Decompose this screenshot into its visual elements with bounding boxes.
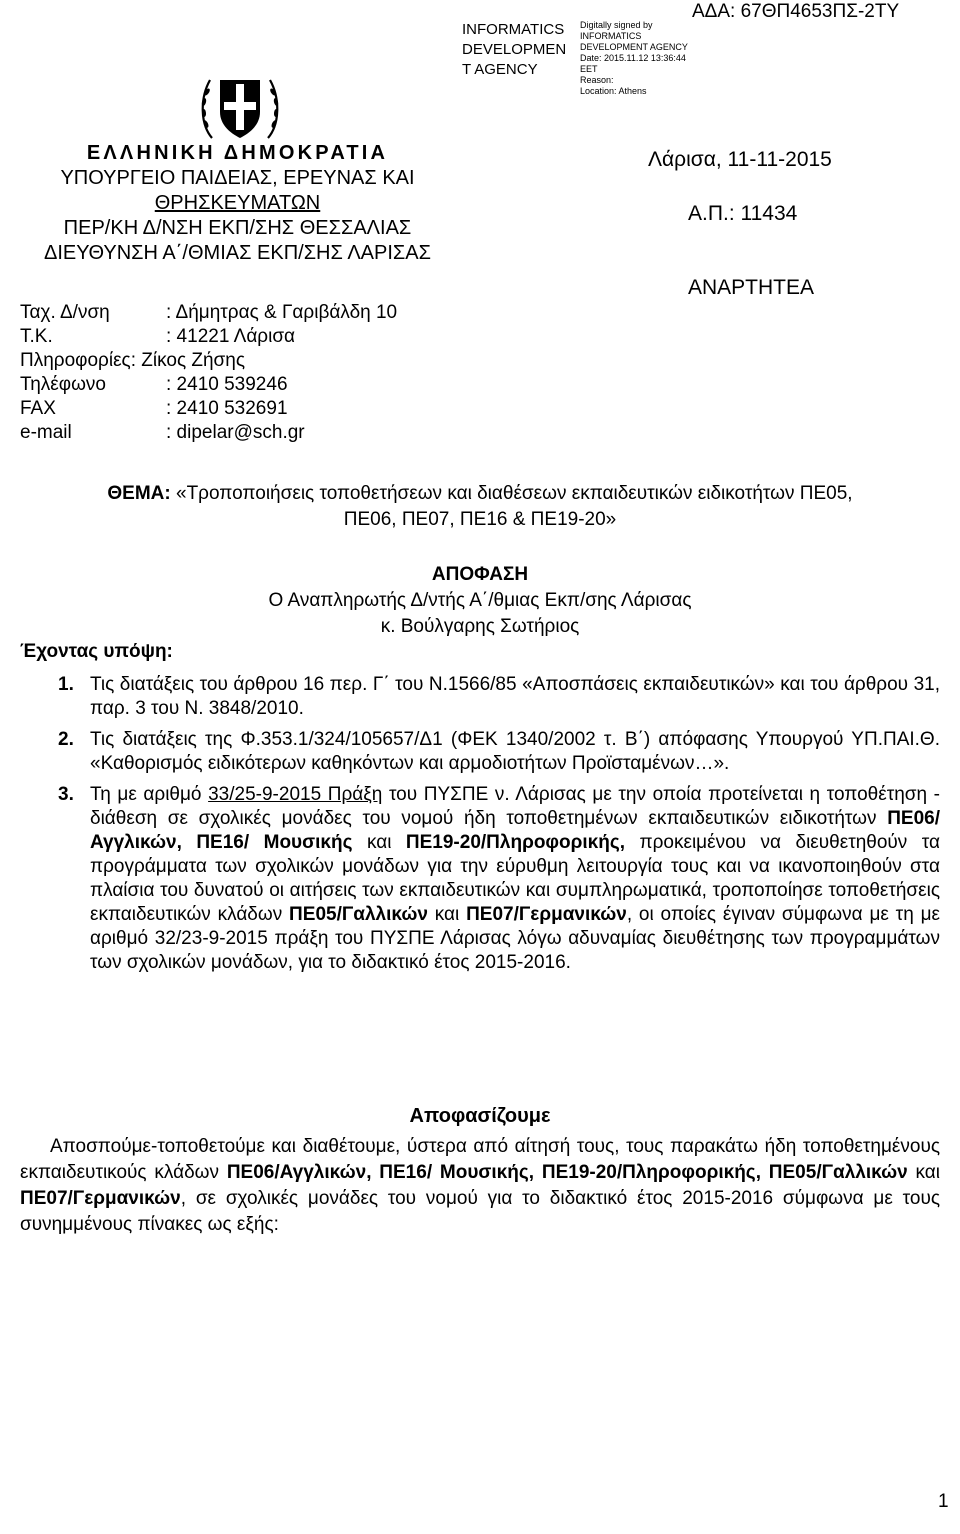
list-item [20,728,940,776]
list-item-text: και [427,904,467,925]
subject-block [20,481,940,533]
list-item-text: Τις διατάξεις του άρθρου 16 περ. Γ΄ του Ν.1566/85 «Αποσπάσεις εκπαιδευτικών» και του άρθρου 31, παρ. 3 του Ν. 3848/2010. [90,674,940,719]
list-item-number: 2. [58,729,74,750]
subject-text: «Τροποποιήσεις τοποθετήσεων και διαθέσεων εκπαιδευτικών ειδικοτήτων ΠΕ05, [170,483,853,504]
signature-reason: Reason: [580,75,614,85]
signature-details [580,20,690,97]
to-publish-label: ΑΝΑΡΤΗΤΕΑ [688,276,815,299]
ministry-header [0,141,475,266]
list-item-text: Τις διατάξεις της Φ.353.1/324/105657/Δ1 (ΦΕΚ 1340/2002 τ. Β΄) απόφασης Υπουργού ΥΠ.ΠΑΙ.Θ. «Καθορισμός ειδικότερων καθηκόντων και αρμοδιοτήτων Προϊσταμένων…». [90,729,940,774]
contact-label: e-mail [20,422,72,443]
signature-agency-line: T AGENCY [462,61,538,78]
considerations-list [20,673,940,982]
signature-signed-by: Digitally signed by [580,20,653,30]
protocol-number: Α.Π.: 11434 [688,202,798,225]
signature-agency-line: DEVELOPMEN [462,41,567,58]
signature-signer: INFORMATICS [580,31,642,41]
contact-row [20,373,397,397]
contact-row [20,349,397,373]
subject-label: ΘΕΜΑ: [107,483,171,504]
ministry-name: ΥΠΟΥΡΓΕΙΟ ΠΑΙΔΕΙΑΣ, ΕΡΕΥΝΑΣ ΚΑΙ [60,167,415,189]
list-item-text: , οι οποίες έγιναν σύμφωνα με τη με αριθμό 32/23-9-2015 πράξη του ΠΥΣΠΕ Λάρισας λόγω αδυναμίας διευθέτησης των προγραμμάτων των σχολικών μονάδων, για το διδακτικό έτος 2015-2016. [90,904,940,973]
list-item [20,673,940,721]
directorate-name: ΔΙΕΥΘΥΝΣΗ Α΄/ΘΜΙΑΣ ΕΚΠ/ΣΗΣ ΛΑΡΙΣΑΣ [44,242,431,264]
act-reference-link: 33/25-9-2015 Πράξη [208,784,383,805]
decision-heading [0,562,960,640]
contact-row [20,325,397,349]
ada-code: ΑΔΑ: 67ΘΠ4653ΠΣ-2ΤΥ [692,1,900,22]
page-number: 1 [938,1491,949,1512]
contact-email: : dipelar@sch.gr [166,422,305,443]
contact-value: : Δήμητρας & Γαριβάλδη 10 [166,302,398,323]
contact-label: Τηλέφωνο [20,374,106,395]
subject-text-continued: ΠΕ06, ΠΕ07, ΠΕ16 & ΠΕ19-20» [343,509,617,530]
list-item-text: Τη με αριθμό [90,784,209,805]
decision-text: Αποσπούμε-τοποθετούμε και διαθέτουμε, ύστερα από αίτησή τους, τους παρακάτω ήδη τοποθετημένους εκπαιδευτικούς κλάδων [20,1136,940,1183]
contact-value: : 2410 532691 [166,398,288,419]
list-item-text: του ΠΥΣΠΕ ν. Λάρισας με την οποία προτείνεται η τοποθέτηση - διάθεση σε σχολικές μονάδες του νομού ήδη τοποθετημένων εκπαιδευτικών ειδικοτήτων [90,784,940,829]
we-decide-heading: Αποφασίζουμε [409,1105,551,1127]
list-item-text: και [352,832,406,853]
specialty-names: ΠΕ06/Αγγλικών, ΠΕ16/ Μουσικής [90,808,940,853]
greek-coat-of-arms-icon [198,68,282,144]
contact-label: Πληροφορίες [20,350,131,371]
contact-label: Ταχ. Δ/νση [20,302,110,323]
signature-agency-line: INFORMATICS [462,21,565,38]
contact-label: Τ.Κ. [20,326,53,347]
place-date: Λάρισα, 11-11-2015 [648,148,832,171]
specialty-names: ΠΕ07/Γερμανικών [466,904,627,925]
specialty-names: ΠΕ07/Γερμανικών [20,1188,181,1209]
specialty-names: ΠΕ05/Γαλλικών [289,904,428,925]
list-item-number: 1. [58,674,74,695]
signature-signer: DEVELOPMENT AGENCY [580,42,688,52]
contact-row [20,301,397,325]
decision-body [20,1134,940,1238]
signature-date: Date: 2015.11.12 13:36:44 [580,53,686,63]
list-item [20,783,940,975]
signature-agency-name [462,20,577,80]
republic-title: ΕΛΛΗΝΙΚΗ ΔΗΜΟΚΡΑΤΙΑ [86,142,389,164]
list-item-text: προκειμένου να διευθετηθούν τα προγράμματα των σχολικών μονάδων για την εύρυθμη λειτουργία τους και να ικανοποιηθούν στα πλαίσια του δυνατού οι αιτήσεις των εκπαιδευτικών και συμπληρωματικά, τροποποίησε τοποθετήσεις εκπαιδευτικών κλάδων [90,832,940,925]
contact-row [20,421,397,445]
list-item-number: 3. [58,784,74,805]
considering-heading: Έχοντας υπόψη: [20,641,173,662]
contact-value: : Ζίκος Ζήσης [130,350,245,371]
contact-label: FAX [20,398,56,419]
contact-value: : 2410 539246 [166,374,288,395]
specialty-names: ΠΕ19-20/Πληροφορικής, [405,832,626,853]
contact-details [20,301,397,445]
regional-directorate: ΠΕΡ/ΚΗ Δ/ΝΣΗ ΕΚΠ/ΣΗΣ ΘΕΣΣΑΛΙΑΣ [63,217,412,239]
ministry-name-continued: ΘΡΗΣΚΕΥΜΑΤΩΝ [154,192,321,214]
decision-issuer: Ο Αναπληρωτής Δ/ντής Α΄/θμιας Εκπ/σης Λάρισας [268,590,692,611]
contact-value: : 41221 Λάρισα [166,326,296,347]
signature-timezone: EET [580,64,598,74]
decision-issuer-name: κ. Βούλγαρης Σωτήριος [380,616,580,637]
signature-location: Location: Athens [580,86,647,96]
specialty-names: ΠΕ06/Αγγλικών, ΠΕ16/ Μουσικής, ΠΕ19-20/Πληροφορικής, ΠΕ05/Γαλλικών [226,1162,908,1183]
decision-title: ΑΠΟΦΑΣΗ [431,564,529,585]
contact-row [20,397,397,421]
decision-text: , σε σχολικές μονάδες του νομού για το διδακτικό έτος 2015-2016 σύμφωνα με τους συνημμένους πίνακες ως εξής: [20,1188,940,1235]
decision-text: και [907,1162,940,1183]
